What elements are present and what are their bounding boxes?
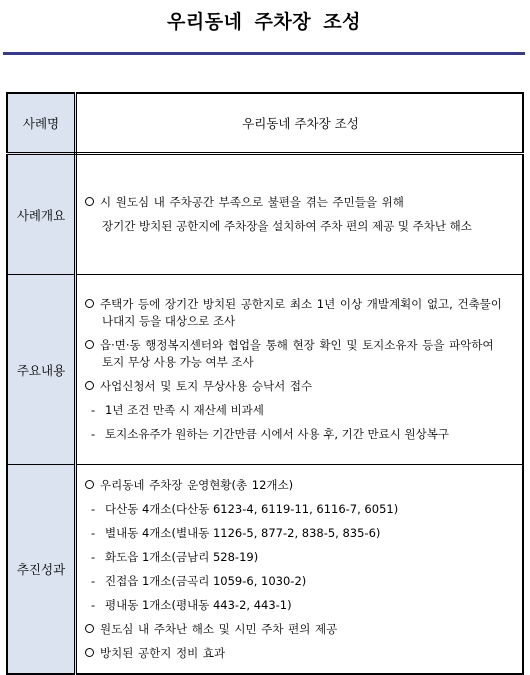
main-content bbox=[76, 275, 524, 465]
result-item: 우리동네 주차장 운영현황(총 12개소) bbox=[83, 477, 518, 494]
main-item-continued: 나대지 등을 대상으로 조사 bbox=[102, 314, 236, 328]
row-case-name bbox=[7, 93, 523, 154]
summary-content bbox=[76, 154, 524, 275]
main-item: 사업신청서 및 토지 무상사용 승낙서 접수 bbox=[83, 378, 518, 395]
circle-bullet-icon bbox=[85, 299, 94, 308]
result-subitem: - 진접읍 1개소(금곡리 1059-6, 1030-2) bbox=[83, 573, 518, 590]
main-header: 주요내용 bbox=[7, 275, 76, 465]
result-item: 원도심 내 주차난 해소 및 시민 주차 편의 제공 bbox=[83, 621, 518, 638]
circle-bullet-icon bbox=[85, 381, 94, 390]
dash-bullet-icon: - bbox=[91, 549, 96, 564]
summary-header: 사례개요 bbox=[7, 154, 76, 275]
result-subitem: - 별내동 4개소(별내동 1126-5, 877-2, 838-5, 835-6) bbox=[83, 525, 518, 542]
circle-bullet-icon bbox=[85, 480, 94, 489]
main-item: 읍·면·동 행정복지센터와 협업을 통해 현장 확인 및 토지소유자 등을 파악하여 bbox=[83, 337, 518, 354]
row-main bbox=[7, 275, 523, 465]
main-subitem: - 토지소유주가 원하는 기간만큼 시에서 사용 후, 기간 만료시 원상복구 bbox=[83, 426, 518, 443]
summary-line: 시 원도심 내 주차공간 부족으로 불편을 겪는 주민들을 위해 bbox=[83, 194, 518, 211]
dash-bullet-icon: - bbox=[91, 501, 96, 516]
dash-bullet-icon: - bbox=[91, 573, 96, 588]
title-bar bbox=[3, 0, 525, 55]
case-name-header: 사례명 bbox=[7, 93, 76, 154]
main-item: 주택가 등에 장기간 방치된 공한지로 최소 1년 이상 개발계획이 없고, 건축물이 bbox=[83, 296, 518, 313]
circle-bullet-icon bbox=[85, 648, 94, 657]
dash-bullet-icon: - bbox=[91, 597, 96, 612]
dash-bullet-icon: - bbox=[91, 427, 96, 441]
dash-bullet-icon: - bbox=[91, 403, 96, 417]
circle-bullet-icon bbox=[85, 340, 94, 349]
result-subitem: - 화도읍 1개소(금남리 528-19) bbox=[83, 549, 518, 566]
result-item: 방치된 공한지 정비 효과 bbox=[83, 645, 518, 662]
result-subitem: - 평내동 1개소(평내동 443-2, 443-1) bbox=[83, 597, 518, 614]
page-title: 우리동네 주차장 조성 bbox=[167, 11, 361, 33]
summary-line: 장기간 방치된 공한지에 주차장을 설치하여 주차 편의 제공 및 주차난 해소 bbox=[102, 219, 472, 233]
case-table bbox=[6, 92, 524, 675]
case-name-value: 우리동네 주차장 조성 bbox=[76, 93, 524, 154]
row-result bbox=[7, 465, 523, 675]
row-summary bbox=[7, 154, 523, 275]
circle-bullet-icon bbox=[85, 197, 94, 206]
result-content bbox=[76, 465, 524, 675]
main-subitem: - 1년 조건 만족 시 재산세 비과세 bbox=[83, 402, 518, 419]
dash-bullet-icon: - bbox=[91, 525, 96, 540]
result-subitem: - 다산동 4개소(다산동 6123-4, 6119-11, 6116-7, 6051) bbox=[83, 501, 518, 518]
main-item-continued: 토지 무상 사용 가능 여부 조사 bbox=[102, 355, 254, 369]
circle-bullet-icon bbox=[85, 624, 94, 633]
result-header: 추진성과 bbox=[7, 465, 76, 675]
